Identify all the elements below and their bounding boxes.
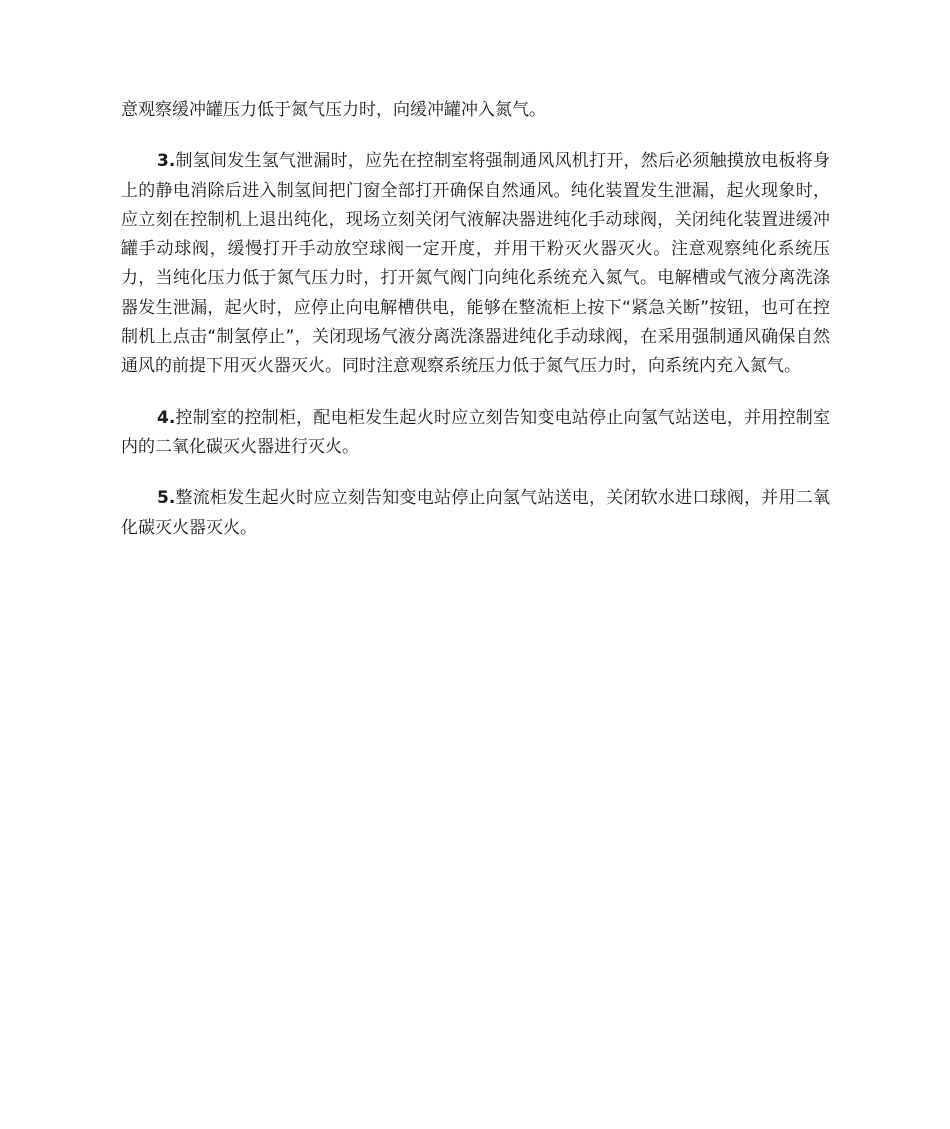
paragraph-item-5 — [121, 484, 830, 543]
item-number: 4. — [157, 407, 176, 428]
paragraph-text: 控制室的控制柜，配电柜发生起火时应立刻告知变电站停止向氢气站送电，并用控制室内的二氧化碳灭火器进行灭火。 — [121, 407, 830, 457]
paragraph-text: 意观察缓冲罐压力低于氮气压力时，向缓冲罐冲入氮气。 — [121, 100, 546, 120]
document-body — [121, 96, 830, 543]
paragraph-text: 制氢间发生氢气泄漏时，应先在控制室将强制通风风机打开，然后必须触摸放电板将身上的静电消除后进入制氢间把门窗全部打开确保自然通风。纯化装置发生泄漏，起火现象时，应立刻在控制机上退出纯化，现场立刻关闭气液解决器进纯化手动球阀，关闭纯化装置进缓冲罐手动球阀，缓慢打开手动放空球阀一定开度，并用干粉灭火器灭火。注意观察纯化系统压力，当纯化压力低于氮气压力时，打开氮气阀门向纯化系统充入氮气。电解槽或气液分离洗涤器发生泄漏，起火时，应停止向电解槽供电，能够在整流柜上按下“紧急关断”按钮，也可在控制机上点击“制氢停止”，关闭现场气液分离洗涤器进纯化手动球阀，在采用强制通风确保自然通风的前提下用灭火器灭火。同时注意观察系统压力低于氮气压力时，向系统内充入氮气。 — [121, 151, 830, 377]
item-number: 5. — [157, 488, 176, 509]
paragraph-text: 整流柜发生起火时应立刻告知变电站停止向氢气站送电，关闭软水进口球阀，并用二氧化碳灭火器灭火。 — [121, 488, 830, 538]
item-number: 3. — [157, 151, 176, 172]
paragraph-item-4 — [121, 404, 830, 463]
paragraph-item-3 — [121, 147, 830, 381]
paragraph-continuation — [121, 96, 830, 125]
